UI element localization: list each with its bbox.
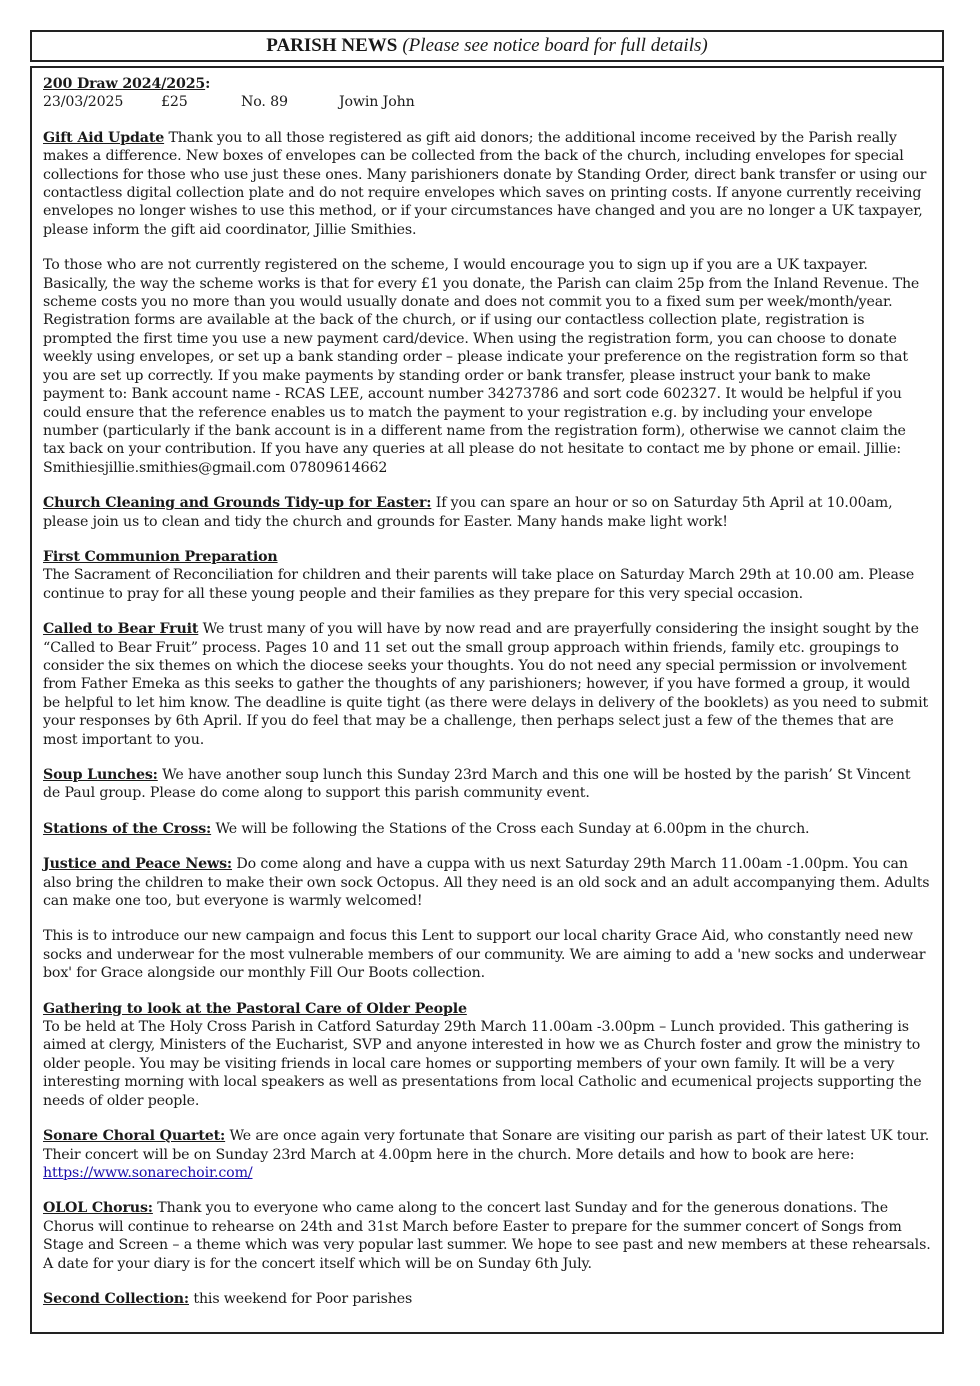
second-collection-heading: Second Collection: (43, 1290, 190, 1307)
bear-fruit-section (43, 620, 931, 749)
olol-section (43, 1199, 931, 1273)
gift-aid-body: Thank you to all those registered as gift aid donors; the additional income received by the Parish really makes a difference. New boxes of envelopes can be collected from the back of the church, including envelopes for special collections for those who use just these ones. Many parishioners donate by Standing Order, direct bank transfer or using our contactless digital collection plate and do not require envelopes which saves on printing costs. If anyone currently receiving envelopes no longer wishes to use this method, or if your circumstances have changed and you are no longer a UK taxpayer, please inform the gift aid coordinator, Jillie Smithies. (43, 129, 927, 238)
bear-fruit-body: We trust many of you will have by now read and are prayerfully considering the insight sought by the “Called to Bear Fruit” process. Pages 10 and 11 set out the small group approach within friends, family etc. groupings to consider the six themes on which the diocese seeks your thoughts. You do not need any special permission or involvement from Father Emeka as this seeks to gather the thoughts of any parishioners; however, if you have formed a group, it would be helpful to let him know. The deadline is quite tight (as there were delays in delivery of the booklets) as you need to submit your responses by 6th April. If you do feel that may be a challenge, then perhaps select just a few of the themes that are most important to you. (43, 621, 929, 748)
justice-section-2 (43, 927, 931, 982)
draw-amount: £25 (161, 94, 188, 111)
draw-section: 200 Draw 2024/2025: 23/03/2025 £25 No. 89 Jowin John (43, 75, 931, 112)
justice-section (43, 855, 931, 910)
cleaning-section (43, 494, 931, 531)
cleaning-heading: Church Cleaning and Grounds Tidy-up for Easter: (43, 495, 432, 512)
older-people-section (43, 1000, 931, 1110)
gift-aid-section-2 (43, 256, 931, 477)
justice-body: Do come along and have a cuppa with us next Saturday 29th March 11.00am -1.00pm. You can also bring the children to make their own sock Octopus. All they need is an old sock and an adult accompanying them. Adults can make one too, but everyone is warmly welcomed! (43, 856, 930, 910)
sonare-link[interactable]: https://www.sonarechoir.com/ (43, 1164, 253, 1181)
justice-body-2: This is to introduce our new campaign and focus this Lent to support our local charity Grace Aid, who constantly need new socks and underwear for the most vulnerable members of our community. We are aiming to add a 'new socks and underwear box' for Grace alongside our monthly Fill Our Boots collection. (43, 928, 926, 982)
communion-body: The Sacrament of Reconciliation for children and their parents will take place on Saturday March 29th at 10.00 am. Please continue to pray for all these young people and their families as they prepare for this very special occasion. (43, 567, 915, 602)
draw-date: 23/03/2025 (43, 94, 124, 111)
stations-section (43, 820, 931, 838)
sonare-body: We are once again very fortunate that Sonare are visiting our parish as part of their latest UK tour. Their concert will be on Sunday 23rd March at 4.00pm here in the church. More details and how to book are here: (43, 1128, 930, 1163)
page-title (30, 30, 944, 62)
older-people-heading: Gathering to look at the Pastoral Care of Older People (43, 1000, 467, 1017)
gift-aid-heading: Gift Aid Update (43, 129, 165, 146)
title-text: PARISH NEWS (266, 35, 398, 56)
draw-winner: Jowin John (339, 94, 415, 111)
communion-heading: First Communion Preparation (43, 548, 278, 565)
news-content (30, 66, 944, 1334)
draw-heading: 200 Draw 2024/2025 (43, 76, 206, 92)
older-people-body: To be held at The Holy Cross Parish in Catford Saturday 29th March 11.00am -3.00pm – Lunch provided. This gathering is aimed at clergy, Ministers of the Eucharist, SVP and anyone interested in how we as Church foster and grow the ministry to older people. You may be visiting friends in local care homes or supporting members of your own family. It will be a very interesting morning with local speakers as well as presentations from local Catholic and ecumenical projects supporting the needs of older people. (43, 1019, 922, 1109)
olol-body: Thank you to everyone who came along to the concert last Sunday and for the generous donations. The Chorus will continue to rehearse on 24th and 31st March before Easter to prepare for the summer concert of Songs from Stage and Screen – a theme which was very popular last summer. We hope to see past and new members at these rehearsals. A date for your diary is for the concert itself which will be on Sunday 6th July. (43, 1200, 931, 1272)
draw-result-row (43, 93, 931, 111)
bear-fruit-heading: Called to Bear Fruit (43, 621, 199, 638)
soup-section (43, 766, 931, 803)
soup-heading: Soup Lunches: (43, 767, 158, 783)
title-subtitle: (Please see notice board for full details) (402, 35, 708, 56)
gift-aid-body-2: To those who are not currently registered on the scheme, I would encourage you to sign up if you are a UK taxpayer. Basically, the way the scheme works is that for every £1 you donate, the Parish can claim 25p from the Inland Revenue. The scheme costs you no more than you would usually donate and does not commit you to a fixed sum per week/month/year. Registration forms are available at the back of the church, or if using our contactless collection plate, registration is prompted the first time you use a new payment card/device. When using the registration form, you can choose to donate weekly using envelopes, or set up a bank standing order – please indicate your preference on the registration form so that you are set up correctly. If you make payments by standing order or bank transfer, please instruct your bank to make payment to: Bank account name - RCAS LEE, account number 34273786 and sort code 602327. It would be helpful if you could ensure that the reference enables us to match the payment to your registration e.g. by including your envelope number (particularly if the bank account is in a different name from the registration form), otherwise we cannot claim the tax back on your contribution. If you have any queries at all please do not hesitate to contact me by phone or email. Jillie: Smithiesjillie.smithies@gmail.com 07809614662 (43, 257, 920, 476)
gift-aid-section (43, 129, 931, 239)
stations-heading: Stations of the Cross: (43, 820, 212, 837)
second-collection-body: this weekend for Poor parishes (193, 1290, 413, 1307)
olol-heading: OLOL Chorus: (43, 1200, 153, 1217)
draw-number: No. 89 (241, 94, 288, 111)
justice-heading: Justice and Peace News: (43, 856, 233, 873)
cleaning-body: If you can spare an hour or so on Saturday 5th April at 10.00am, please join us to clean and tidy the church and grounds for Easter. Many hands make light work! (43, 495, 893, 530)
sonare-heading: Sonare Choral Quartet: (43, 1128, 226, 1145)
communion-section (43, 548, 931, 603)
sonare-section (43, 1127, 931, 1182)
soup-body: We have another soup lunch this Sunday 23rd March and this one will be hosted by the parish’ St Vincent de Paul group. Please do come along to support this parish community event. (43, 767, 911, 802)
second-collection-section (43, 1290, 931, 1308)
stations-body: We will be following the Stations of the Cross each Sunday at 6.00pm in the church. (215, 820, 810, 837)
